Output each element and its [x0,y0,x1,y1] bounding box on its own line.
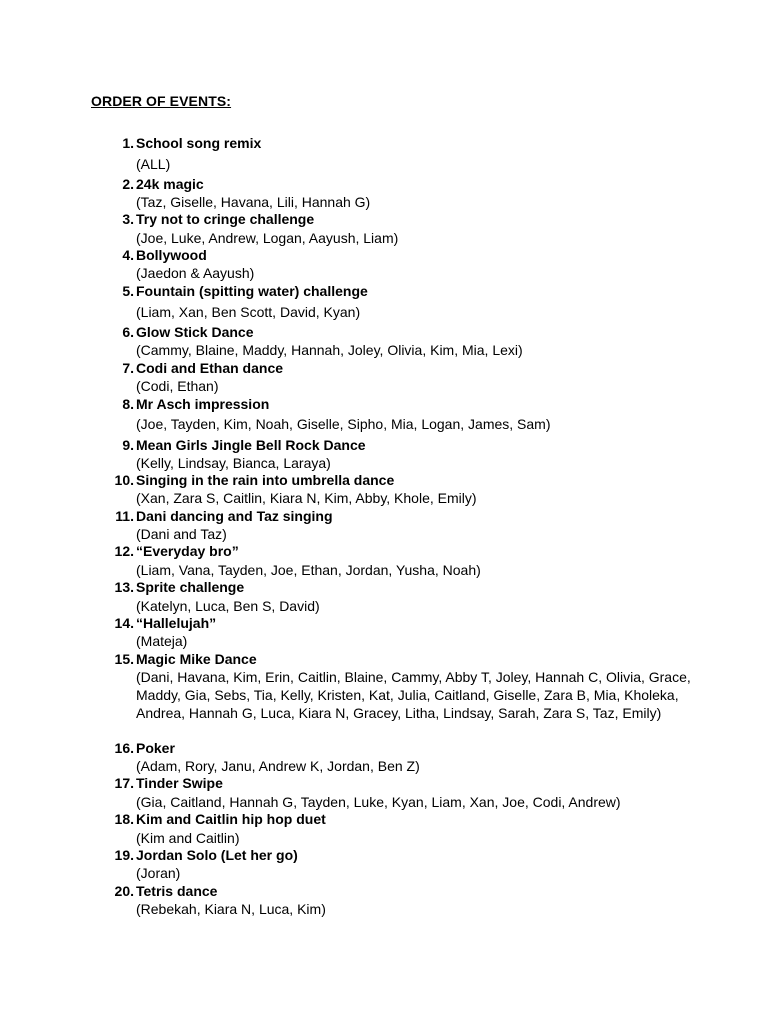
event-title: Codi and Ethan dance [136,360,284,376]
event-title: Singing in the rain into umbrella dance [136,472,395,488]
event-title: Mean Girls Jingle Bell Rock Dance [136,437,366,453]
event-title: Kim and Caitlin hip hop duet [136,811,326,827]
document-title: ORDER OF EVENTS: [91,93,232,109]
event-number: 8. [122,396,134,412]
event-number: 10. [114,472,134,488]
event-participants: (Kelly, Lindsay, Bianca, Laraya) [136,455,331,471]
event-title: Mr Asch impression [136,396,270,412]
event-title: Sprite challenge [136,579,245,595]
event-participants: (Joran) [136,865,181,881]
event-number: 1. [122,135,134,151]
event-participants: (Katelyn, Luca, Ben S, David) [136,598,320,614]
event-title: “Hallelujah” [136,615,217,631]
event-number: 13. [114,579,134,595]
event-title: Glow Stick Dance [136,324,254,340]
event-number: 17. [114,775,134,791]
event-number: 4. [122,247,134,263]
event-participants: (Dani, Havana, Kim, Erin, Caitlin, Blaine, Cammy, Abby T, Joley, Hannah C, Olivia, Grace, Maddy, Gia, Sebs, Tia, Kelly, Kristen, Kat, Julia, Caitland, Giselle, Zara B, Mia, Kholeka, Andrea, Hannah G, Luca, Kiara N, Gracey, Litha, Lindsay, Sarah, Zara S, Taz, Emily) [136,669,691,721]
event-title: Tetris dance [136,883,218,899]
event-title: 24k magic [136,176,204,192]
event-title: School song remix [136,135,262,151]
event-title: Fountain (spitting water) challenge [136,283,368,299]
event-number: 15. [114,651,134,667]
event-title: Bollywood [136,247,207,263]
event-title: Jordan Solo (Let her go) [136,847,298,863]
event-participants: (ALL) [136,156,171,172]
event-number: 3. [122,211,134,227]
event-number: 12. [114,543,134,559]
event-number: 5. [122,283,134,299]
event-participants: (Kim and Caitlin) [136,830,240,846]
event-participants: (Xan, Zara S, Caitlin, Kiara N, Kim, Abby, Khole, Emily) [136,490,477,506]
event-participants: (Gia, Caitland, Hannah G, Tayden, Luke, Kyan, Liam, Xan, Joe, Codi, Andrew) [136,794,621,810]
event-number: 2. [122,176,134,192]
event-participants: (Dani and Taz) [136,526,227,542]
event-title: Dani dancing and Taz singing [136,508,333,524]
event-title: Magic Mike Dance [136,651,257,667]
event-number: 7. [122,360,134,376]
event-participants: (Jaedon & Aayush) [136,265,255,281]
event-participants: (Rebekah, Kiara N, Luca, Kim) [136,901,326,917]
event-number: 9. [122,437,134,453]
event-participants: (Liam, Vana, Tayden, Joe, Ethan, Jordan, Yusha, Noah) [136,562,481,578]
event-number: 18. [114,811,134,827]
event-participants: (Liam, Xan, Ben Scott, David, Kyan) [136,304,361,320]
event-number: 14. [114,615,134,631]
event-participants: (Joe, Luke, Andrew, Logan, Aayush, Liam) [136,230,399,246]
event-number: 6. [122,324,134,340]
event-participants: (Cammy, Blaine, Maddy, Hannah, Joley, Olivia, Kim, Mia, Lexi) [136,342,523,358]
event-number: 16. [114,740,134,756]
event-number: 20. [114,883,134,899]
event-title: Try not to cringe challenge [136,211,315,227]
event-title: Tinder Swipe [136,775,223,791]
event-participants: (Mateja) [136,633,188,649]
event-participants: (Taz, Giselle, Havana, Lili, Hannah G) [136,194,371,210]
event-participants: (Joe, Tayden, Kim, Noah, Giselle, Sipho, Mia, Logan, James, Sam) [136,416,551,432]
event-title: “Everyday bro” [136,543,239,559]
event-title: Poker [136,740,175,756]
event-number: 11. [115,508,134,524]
event-participants: (Codi, Ethan) [136,378,219,394]
event-number: 19. [114,847,134,863]
event-participants: (Adam, Rory, Janu, Andrew K, Jordan, Ben Z) [136,758,420,774]
